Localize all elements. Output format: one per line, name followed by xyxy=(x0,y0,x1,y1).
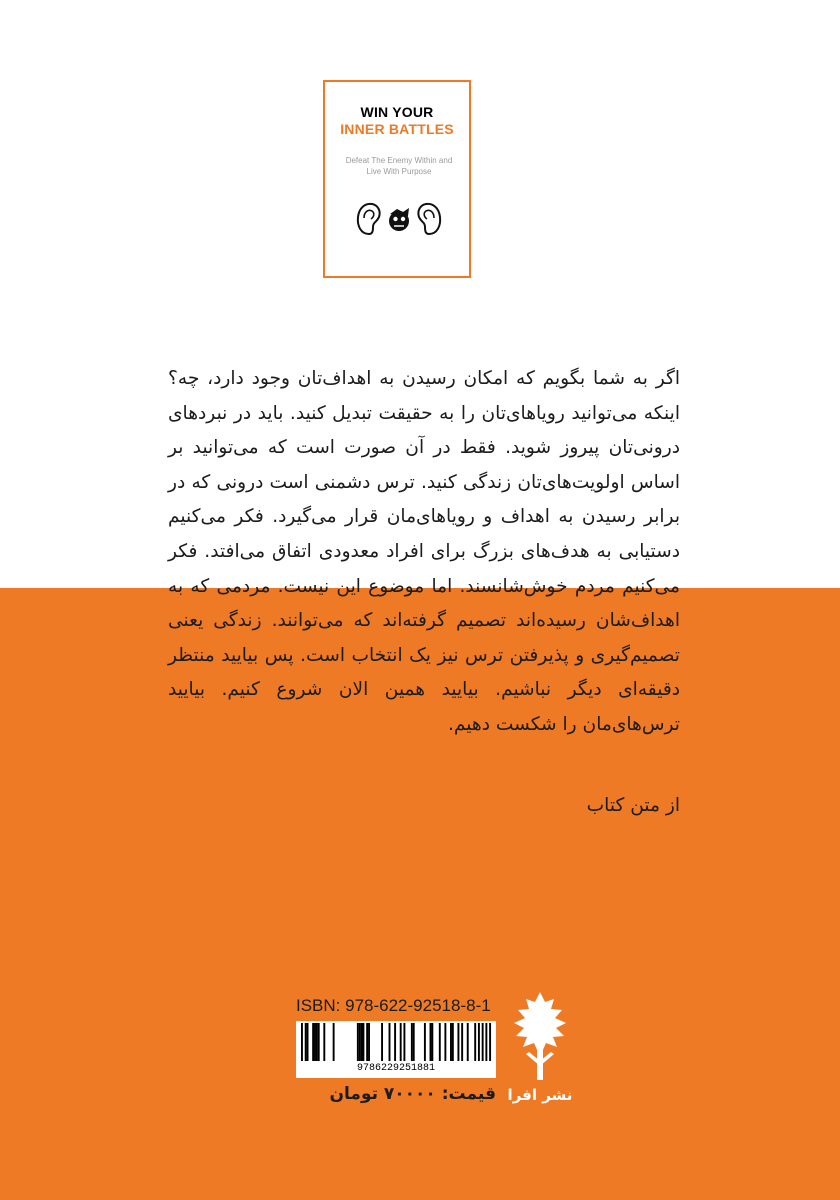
barcode-bar xyxy=(389,1023,391,1061)
barcode-bars xyxy=(296,1021,496,1063)
barcode-digits: 9786229251881 xyxy=(356,1063,435,1074)
barcode-bar xyxy=(430,1023,432,1061)
barcode-bar xyxy=(368,1023,370,1061)
publisher-name: نشر افرا xyxy=(507,1086,573,1104)
barcode-bar xyxy=(444,1023,446,1061)
barcode-bar xyxy=(413,1023,415,1061)
barcode-bar xyxy=(316,1023,318,1061)
barcode-bar xyxy=(359,1023,361,1061)
mini-cover-subtitle: Defeat The Enemy Within and Live With Purpose xyxy=(345,156,453,176)
mini-cover-title-line1: WIN YOUR xyxy=(360,104,434,120)
barcode-bar xyxy=(366,1023,368,1061)
mini-cover-illustration xyxy=(353,200,445,240)
barcode-bar xyxy=(318,1023,320,1061)
face-icon xyxy=(389,208,409,231)
barcode-bar xyxy=(314,1023,316,1061)
barcode-bar xyxy=(411,1023,413,1061)
barcode-bar xyxy=(362,1023,364,1061)
barcode-bar xyxy=(307,1023,309,1061)
barcode-bar xyxy=(457,1023,459,1061)
barcode-bar xyxy=(305,1023,307,1061)
mini-cover-thumbnail xyxy=(323,80,471,278)
barcode-bar xyxy=(357,1023,359,1061)
price: قیمت: ۷۰۰۰۰ تومان xyxy=(329,1084,496,1104)
barcode-bar xyxy=(400,1023,402,1061)
barcode-bar xyxy=(301,1023,303,1061)
publisher-tree-logo xyxy=(504,990,576,1108)
barcode-bar xyxy=(381,1023,383,1061)
barcode-bar xyxy=(424,1023,426,1061)
ear-icon xyxy=(418,204,440,234)
blurb-source: از متن کتاب xyxy=(586,795,680,816)
barcode-bar xyxy=(403,1023,405,1061)
barcode-bar xyxy=(489,1023,491,1061)
barcode-bar xyxy=(461,1023,463,1061)
barcode-bar xyxy=(450,1023,452,1061)
ear-icon xyxy=(358,204,380,234)
barcode-bar xyxy=(467,1023,469,1061)
mini-cover-title-line2: INNER BATTLES xyxy=(340,121,454,137)
barcode-bar xyxy=(452,1023,454,1061)
barcode-bar xyxy=(474,1023,476,1061)
blurb-paragraph: اگر به شما بگویم که امکان رسیدن به اهداف‌تان وجود دارد، چه؟ اینکه می‌توانید رویاهای‌تان را به حقیقت تبدیل کنید. باید در نبردهای درونی‌تان پیروز شوید. فقط در آن صورت است که می‌توانید بر اساس اولویت‌های‌تان زندگی کنید. ترس دشمنی است درونی که در برابر رسیدن به اهداف و رویاهای‌مان قرار می‌گیرد. فکر می‌کنیم دستیابی به هدف‌های بزرگ برای افراد معدودی اتفاق می‌افتد. فکر می‌کنیم مردم خوش‌شانسند. اما موضوع این نیست. مردمی که به اهداف‌شان رسیده‌اند تصمیم گرفته‌اند که می‌توانند. زندگی یعنی تصمیم‌گیری و پذیرفتن ترس نیز یک انتخاب است. پس بیایید منتظر دقیقه‌ای دیگر نباشیم. بیایید همین الان شروع کنیم. بیایید ترس‌های‌مان را شکست دهیم. xyxy=(168,368,680,735)
barcode-bar xyxy=(485,1023,487,1061)
barcode-bar xyxy=(361,1023,363,1061)
barcode-bar xyxy=(333,1023,335,1061)
barcode-bar xyxy=(323,1023,325,1061)
barcode-bar xyxy=(394,1023,396,1061)
barcode-bar xyxy=(439,1023,441,1061)
barcode-bar xyxy=(431,1023,433,1061)
barcode xyxy=(296,1021,496,1078)
back-cover-blurb xyxy=(168,362,680,743)
barcode-bar xyxy=(482,1023,484,1061)
barcode-bar xyxy=(312,1023,314,1061)
isbn-label: ISBN: 978-622-92518-8-1 xyxy=(296,996,491,1015)
barcode-bar xyxy=(478,1023,480,1061)
